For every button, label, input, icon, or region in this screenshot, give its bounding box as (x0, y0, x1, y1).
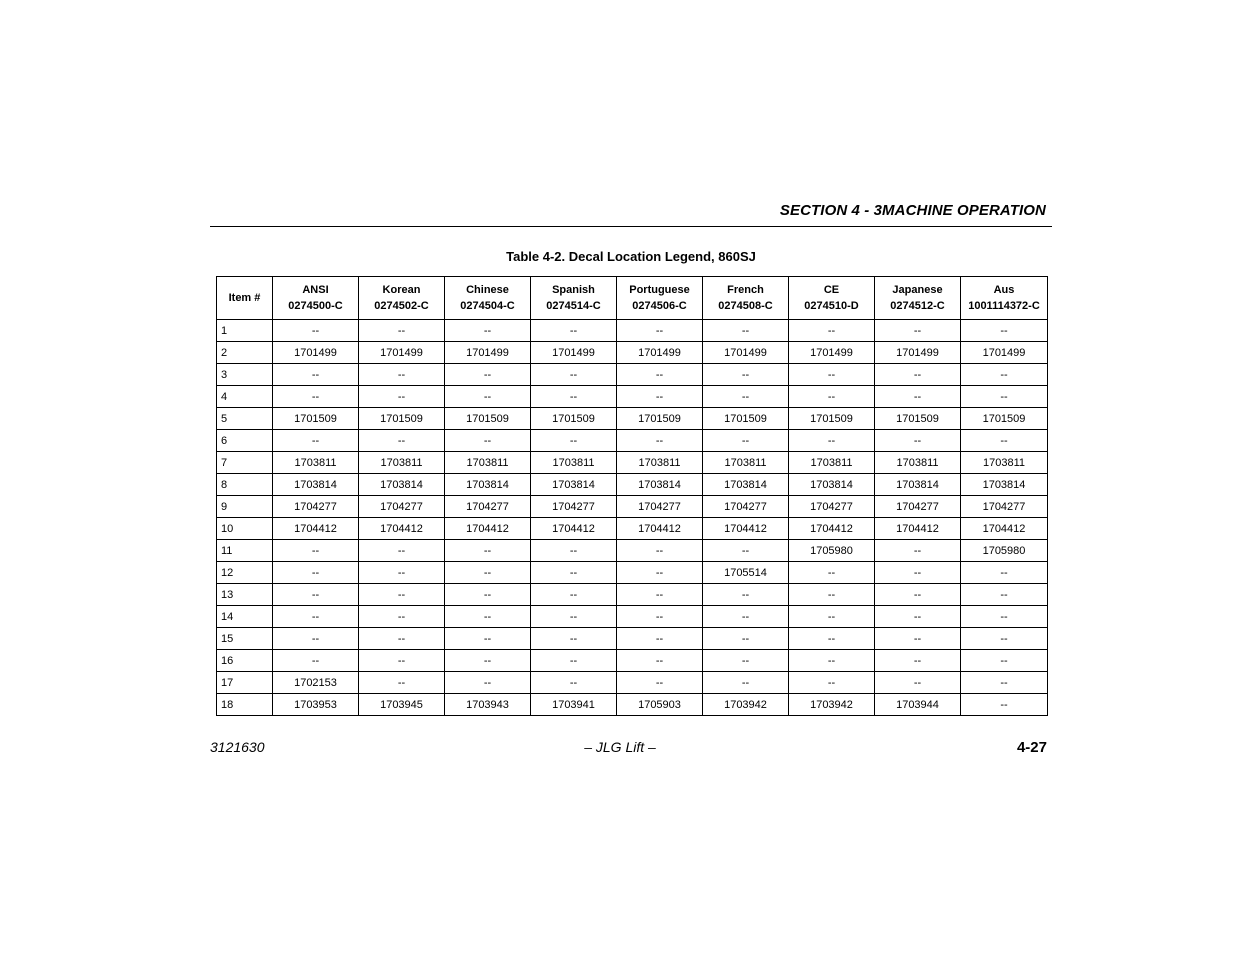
part-number-cell: 1702153 (273, 672, 359, 694)
part-number-cell: -- (531, 386, 617, 408)
table-row (217, 452, 1048, 474)
column-header-name: Aus (993, 284, 1015, 296)
column-header-name: CE (823, 284, 840, 296)
part-number-cell: -- (789, 672, 875, 694)
part-number-cell: -- (961, 628, 1048, 650)
table-row (217, 342, 1048, 364)
item-number-cell: 4 (217, 386, 273, 408)
part-number-cell: 1703943 (445, 694, 531, 716)
column-header-name: ANSI (302, 284, 329, 296)
part-number-cell: -- (273, 650, 359, 672)
part-number-cell: -- (617, 430, 703, 452)
column-header (789, 277, 875, 320)
part-number-cell: -- (359, 562, 445, 584)
table-row (217, 694, 1048, 716)
part-number-cell: -- (445, 320, 531, 342)
table-body (217, 320, 1048, 716)
part-number-cell: 1704412 (273, 518, 359, 540)
part-number-cell: 1704412 (875, 518, 961, 540)
part-number-cell: 1701499 (359, 342, 445, 364)
part-number-cell: 1704412 (445, 518, 531, 540)
part-number-cell: 1701509 (875, 408, 961, 430)
part-number-cell: 1703814 (445, 474, 531, 496)
part-number-cell: -- (531, 606, 617, 628)
part-number-cell: -- (359, 364, 445, 386)
part-number-cell: -- (445, 650, 531, 672)
part-number-cell: -- (961, 386, 1048, 408)
part-number-cell: 1703814 (359, 474, 445, 496)
part-number-cell: -- (789, 650, 875, 672)
part-number-cell: -- (961, 562, 1048, 584)
part-number-cell: 1703945 (359, 694, 445, 716)
column-header (445, 277, 531, 320)
part-number-cell: -- (617, 628, 703, 650)
part-number-cell: 1704412 (961, 518, 1048, 540)
part-number-cell: 1701499 (961, 342, 1048, 364)
column-header-name: Chinese (466, 284, 509, 296)
part-number-cell: -- (273, 540, 359, 562)
part-number-cell: 1701509 (617, 408, 703, 430)
item-number-cell: 17 (217, 672, 273, 694)
item-number-cell: 3 (217, 364, 273, 386)
part-number-cell: -- (703, 364, 789, 386)
part-number-cell: -- (359, 430, 445, 452)
part-number-cell: -- (789, 320, 875, 342)
item-number-cell: 12 (217, 562, 273, 584)
part-number-cell: -- (961, 584, 1048, 606)
part-number-cell: 1704412 (617, 518, 703, 540)
part-number-cell: -- (445, 562, 531, 584)
part-number-cell: -- (961, 694, 1048, 716)
part-number-cell: 1704277 (875, 496, 961, 518)
table-row (217, 320, 1048, 342)
part-number-cell: -- (531, 628, 617, 650)
part-number-cell: -- (359, 606, 445, 628)
part-number-cell: -- (359, 540, 445, 562)
part-number-cell: -- (789, 386, 875, 408)
part-number-cell: -- (789, 628, 875, 650)
part-number-cell: -- (445, 540, 531, 562)
footer-brand: – JLG Lift – (584, 739, 656, 755)
column-header-name: Spanish (552, 284, 595, 296)
part-number-cell: -- (961, 364, 1048, 386)
part-number-cell: -- (789, 364, 875, 386)
part-number-cell: 1701509 (445, 408, 531, 430)
part-number-cell: -- (617, 320, 703, 342)
part-number-cell: -- (703, 628, 789, 650)
part-number-cell: 1704277 (531, 496, 617, 518)
part-number-cell: -- (703, 386, 789, 408)
part-number-cell: -- (273, 562, 359, 584)
table-row (217, 628, 1048, 650)
table-row (217, 364, 1048, 386)
column-header-part-number: 0274502-C (374, 300, 429, 312)
part-number-cell: 1705903 (617, 694, 703, 716)
part-number-cell: -- (703, 320, 789, 342)
part-number-cell: 1701509 (359, 408, 445, 430)
part-number-cell: 1701509 (961, 408, 1048, 430)
part-number-cell: 1703942 (703, 694, 789, 716)
part-number-cell: 1704277 (359, 496, 445, 518)
part-number-cell: 1704277 (617, 496, 703, 518)
part-number-cell: -- (531, 430, 617, 452)
part-number-cell: 1704412 (789, 518, 875, 540)
part-number-cell: 1701499 (703, 342, 789, 364)
item-number-cell: 9 (217, 496, 273, 518)
part-number-cell: -- (445, 672, 531, 694)
part-number-cell: -- (359, 650, 445, 672)
part-number-cell: -- (273, 320, 359, 342)
part-number-cell: 1701499 (531, 342, 617, 364)
part-number-cell: -- (789, 562, 875, 584)
column-header (273, 277, 359, 320)
part-number-cell: -- (445, 628, 531, 650)
item-number-cell: 10 (217, 518, 273, 540)
part-number-cell: 1703814 (531, 474, 617, 496)
part-number-cell: 1704277 (273, 496, 359, 518)
part-number-cell: 1701499 (617, 342, 703, 364)
part-number-cell: -- (359, 320, 445, 342)
part-number-cell: -- (617, 672, 703, 694)
column-header-part-number: 0274506-C (632, 300, 687, 312)
part-number-cell: -- (789, 430, 875, 452)
part-number-cell: 1703811 (531, 452, 617, 474)
part-number-cell: -- (531, 320, 617, 342)
table-header-row (217, 277, 1048, 320)
part-number-cell: -- (875, 562, 961, 584)
part-number-cell: 1704277 (789, 496, 875, 518)
part-number-cell: -- (875, 386, 961, 408)
part-number-cell: 1705980 (789, 540, 875, 562)
part-number-cell: -- (703, 540, 789, 562)
part-number-cell: -- (531, 650, 617, 672)
part-number-cell: -- (617, 364, 703, 386)
column-header (617, 277, 703, 320)
part-number-cell: 1703944 (875, 694, 961, 716)
part-number-cell: -- (789, 606, 875, 628)
table-row (217, 408, 1048, 430)
part-number-cell: -- (961, 320, 1048, 342)
part-number-cell: -- (617, 606, 703, 628)
part-number-cell: 1701509 (703, 408, 789, 430)
part-number-cell: -- (703, 672, 789, 694)
table-caption: Table 4-2. Decal Location Legend, 860SJ (506, 249, 756, 264)
part-number-cell: -- (875, 364, 961, 386)
section-header (210, 202, 1052, 227)
part-number-cell: -- (961, 650, 1048, 672)
part-number-cell: 1701499 (445, 342, 531, 364)
part-number-cell: 1703811 (617, 452, 703, 474)
table-row (217, 606, 1048, 628)
table-row (217, 540, 1048, 562)
item-number-cell: 6 (217, 430, 273, 452)
part-number-cell: 1703811 (961, 452, 1048, 474)
part-number-cell: -- (531, 584, 617, 606)
part-number-cell: -- (273, 386, 359, 408)
item-number-cell: 18 (217, 694, 273, 716)
item-number-cell: 14 (217, 606, 273, 628)
part-number-cell: 1703811 (359, 452, 445, 474)
part-number-cell: -- (875, 606, 961, 628)
page-number: 4-27 (1016, 739, 1047, 756)
item-number-cell: 7 (217, 452, 273, 474)
column-header (217, 277, 273, 320)
part-number-cell: -- (273, 584, 359, 606)
part-number-cell: -- (875, 430, 961, 452)
part-number-cell: -- (961, 606, 1048, 628)
item-number-cell: 1 (217, 320, 273, 342)
column-header-name: Japanese (892, 284, 943, 296)
part-number-cell: 1704277 (703, 496, 789, 518)
table-row (217, 672, 1048, 694)
part-number-cell: -- (359, 672, 445, 694)
part-number-cell: -- (703, 584, 789, 606)
part-number-cell: -- (617, 540, 703, 562)
part-number-cell: 1701509 (273, 408, 359, 430)
table-row (217, 430, 1048, 452)
part-number-cell: -- (445, 364, 531, 386)
part-number-cell: -- (703, 430, 789, 452)
part-number-cell: 1701499 (875, 342, 961, 364)
part-number-cell: -- (875, 650, 961, 672)
table-row (217, 474, 1048, 496)
part-number-cell: 1701509 (531, 408, 617, 430)
column-header-part-number: 0274514-C (546, 300, 601, 312)
part-number-cell: 1704277 (445, 496, 531, 518)
section-title: SECTION 4 - 3MACHINE OPERATION (779, 202, 1046, 219)
part-number-cell: 1703953 (273, 694, 359, 716)
part-number-cell: 1703942 (789, 694, 875, 716)
part-number-cell: -- (961, 430, 1048, 452)
part-number-cell: -- (445, 386, 531, 408)
part-number-cell: -- (875, 628, 961, 650)
part-number-cell: 1705980 (961, 540, 1048, 562)
part-number-cell: -- (617, 386, 703, 408)
part-number-cell: 1703811 (789, 452, 875, 474)
part-number-cell: 1704277 (961, 496, 1048, 518)
item-number-cell: 15 (217, 628, 273, 650)
table-row (217, 650, 1048, 672)
item-number-cell: 2 (217, 342, 273, 364)
part-number-cell: -- (273, 364, 359, 386)
part-number-cell: 1703814 (875, 474, 961, 496)
part-number-cell: 1704412 (359, 518, 445, 540)
part-number-cell: -- (531, 364, 617, 386)
column-header-name: French (727, 284, 764, 296)
part-number-cell: -- (617, 584, 703, 606)
part-number-cell: -- (531, 562, 617, 584)
part-number-cell: -- (617, 650, 703, 672)
doc-number: 3121630 (210, 739, 265, 755)
table-row (217, 496, 1048, 518)
table-row (217, 518, 1048, 540)
part-number-cell: -- (961, 672, 1048, 694)
decal-location-table (216, 276, 1048, 716)
part-number-cell: -- (789, 584, 875, 606)
item-number-cell: 16 (217, 650, 273, 672)
column-header (359, 277, 445, 320)
column-header-part-number: 1001114372-C (968, 300, 1040, 312)
part-number-cell: 1701499 (273, 342, 359, 364)
part-number-cell: 1703814 (703, 474, 789, 496)
part-number-cell: 1701499 (789, 342, 875, 364)
column-header (703, 277, 789, 320)
part-number-cell: 1703814 (273, 474, 359, 496)
item-number-cell: 8 (217, 474, 273, 496)
part-number-cell: 1705514 (703, 562, 789, 584)
column-header-name: Portuguese (629, 284, 690, 296)
part-number-cell: 1701509 (789, 408, 875, 430)
part-number-cell: 1703811 (445, 452, 531, 474)
part-number-cell: -- (445, 584, 531, 606)
part-number-cell: -- (875, 540, 961, 562)
part-number-cell: 1703814 (789, 474, 875, 496)
table-row (217, 584, 1048, 606)
column-header (875, 277, 961, 320)
part-number-cell: -- (445, 606, 531, 628)
column-header-part-number: 0274508-C (718, 300, 773, 312)
part-number-cell: -- (273, 628, 359, 650)
column-header-part-number: 0274500-C (288, 300, 343, 312)
part-number-cell: -- (531, 540, 617, 562)
part-number-cell: -- (359, 386, 445, 408)
part-number-cell: 1703941 (531, 694, 617, 716)
part-number-cell: -- (445, 430, 531, 452)
column-header (531, 277, 617, 320)
item-number-cell: 5 (217, 408, 273, 430)
part-number-cell: 1703814 (617, 474, 703, 496)
part-number-cell: -- (875, 584, 961, 606)
part-number-cell: 1704412 (703, 518, 789, 540)
part-number-cell: -- (273, 606, 359, 628)
item-number-cell: 11 (217, 540, 273, 562)
column-header-part-number: 0274510-D (804, 300, 859, 312)
part-number-cell: -- (617, 562, 703, 584)
part-number-cell: 1703811 (273, 452, 359, 474)
part-number-cell: 1703811 (703, 452, 789, 474)
part-number-cell: 1704412 (531, 518, 617, 540)
part-number-cell: -- (703, 650, 789, 672)
table-row (217, 562, 1048, 584)
column-header (961, 277, 1048, 320)
part-number-cell: 1703814 (961, 474, 1048, 496)
part-number-cell: -- (875, 672, 961, 694)
part-number-cell: -- (875, 320, 961, 342)
part-number-cell: -- (359, 628, 445, 650)
table-row (217, 386, 1048, 408)
column-header-part-number: 0274512-C (890, 300, 945, 312)
part-number-cell: -- (359, 584, 445, 606)
item-number-cell: 13 (217, 584, 273, 606)
part-number-cell: -- (703, 606, 789, 628)
column-header-name: Item # (228, 292, 261, 304)
column-header-name: Korean (382, 284, 421, 296)
part-number-cell: -- (273, 430, 359, 452)
part-number-cell: -- (531, 672, 617, 694)
part-number-cell: 1703811 (875, 452, 961, 474)
column-header-part-number: 0274504-C (460, 300, 515, 312)
